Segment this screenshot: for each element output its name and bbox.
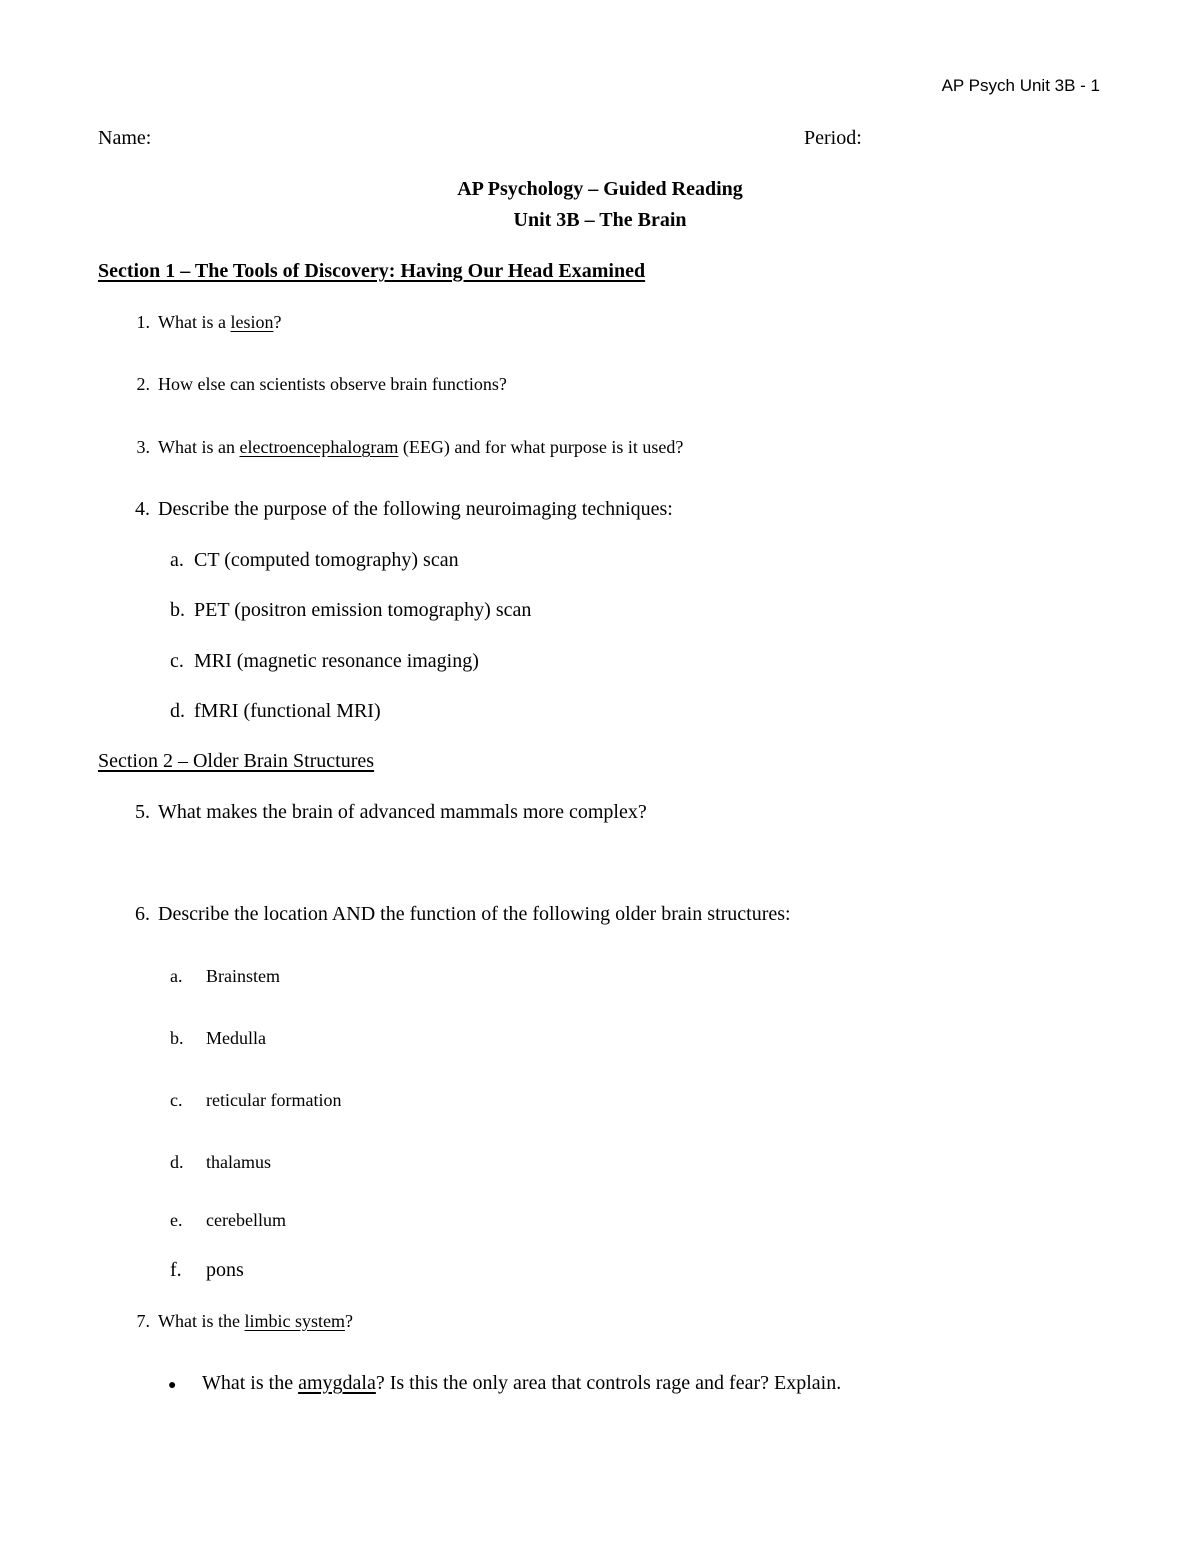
question-number: 4. (135, 498, 150, 520)
question-text: What makes the brain of advanced mammals more complex? (158, 801, 647, 823)
question-6 (120, 902, 791, 926)
list-item: c. MRI (magnetic resonance imaging) (170, 650, 479, 672)
section-1-heading: Section 1 – The Tools of Discovery: Having Our Head Examined (98, 260, 646, 282)
list-item: a. CT (computed tomography) scan (170, 549, 459, 571)
bullet-icon: ● (168, 1378, 177, 1393)
key-term-lesion: lesion (230, 312, 274, 332)
question-number: 6. (135, 903, 150, 925)
document-subtitle: Unit 3B – The Brain (513, 209, 687, 231)
question-number: 5. (135, 801, 150, 823)
question-text: What is the (158, 1311, 245, 1331)
list-item: b. Medulla (170, 1028, 266, 1048)
question-text: Describe the location AND the function of the following older brain structures: (158, 903, 791, 925)
question-7: 7. What is the limbic system? (120, 1310, 353, 1332)
key-term-limbic-system: limbic system (244, 1311, 345, 1331)
list-item: b. PET (positron emission tomography) scan (170, 599, 532, 621)
question-text: Describe the purpose of the following neuroimaging techniques: (158, 498, 673, 520)
key-term-amygdala: amygdala (298, 1372, 376, 1394)
document-title: AP Psychology – Guided Reading (457, 178, 743, 200)
question-number: 2. (136, 374, 150, 394)
question-number: 1. (136, 312, 150, 332)
name-label: Name: (98, 127, 152, 149)
question-3: 3. What is an electroencephalogram (EEG) and for what purpose is it used? (120, 436, 683, 458)
question-number: 7. (136, 1311, 150, 1331)
section-2-heading: Section 2 – Older Brain Structures (98, 750, 375, 772)
question-2 (120, 373, 507, 395)
question-text: How else can scientists observe brain functions? (158, 374, 507, 394)
question-text: What is an (158, 437, 240, 457)
list-item: e. cerebellum (170, 1210, 286, 1230)
list-item: d. thalamus (170, 1152, 271, 1172)
list-item: f. pons (170, 1259, 244, 1281)
question-1: 1. What is a lesion? (120, 311, 281, 333)
question-number: 3. (136, 437, 150, 457)
question-4 (120, 497, 673, 521)
running-head: AP Psych Unit 3B - 1 (941, 76, 1100, 95)
question-text: What is a (158, 312, 231, 332)
list-item: d. fMRI (functional MRI) (170, 700, 381, 722)
question-5 (120, 800, 647, 824)
key-term-eeg: electroencephalogram (239, 437, 399, 457)
period-label: Period: (804, 127, 862, 149)
list-item: a. Brainstem (170, 966, 280, 986)
bullet-item-amygdala: ● What is the amygdala? Is this the only area that controls rage and fear? Explain. (168, 1371, 841, 1398)
list-item: c. reticular formation (170, 1090, 342, 1110)
